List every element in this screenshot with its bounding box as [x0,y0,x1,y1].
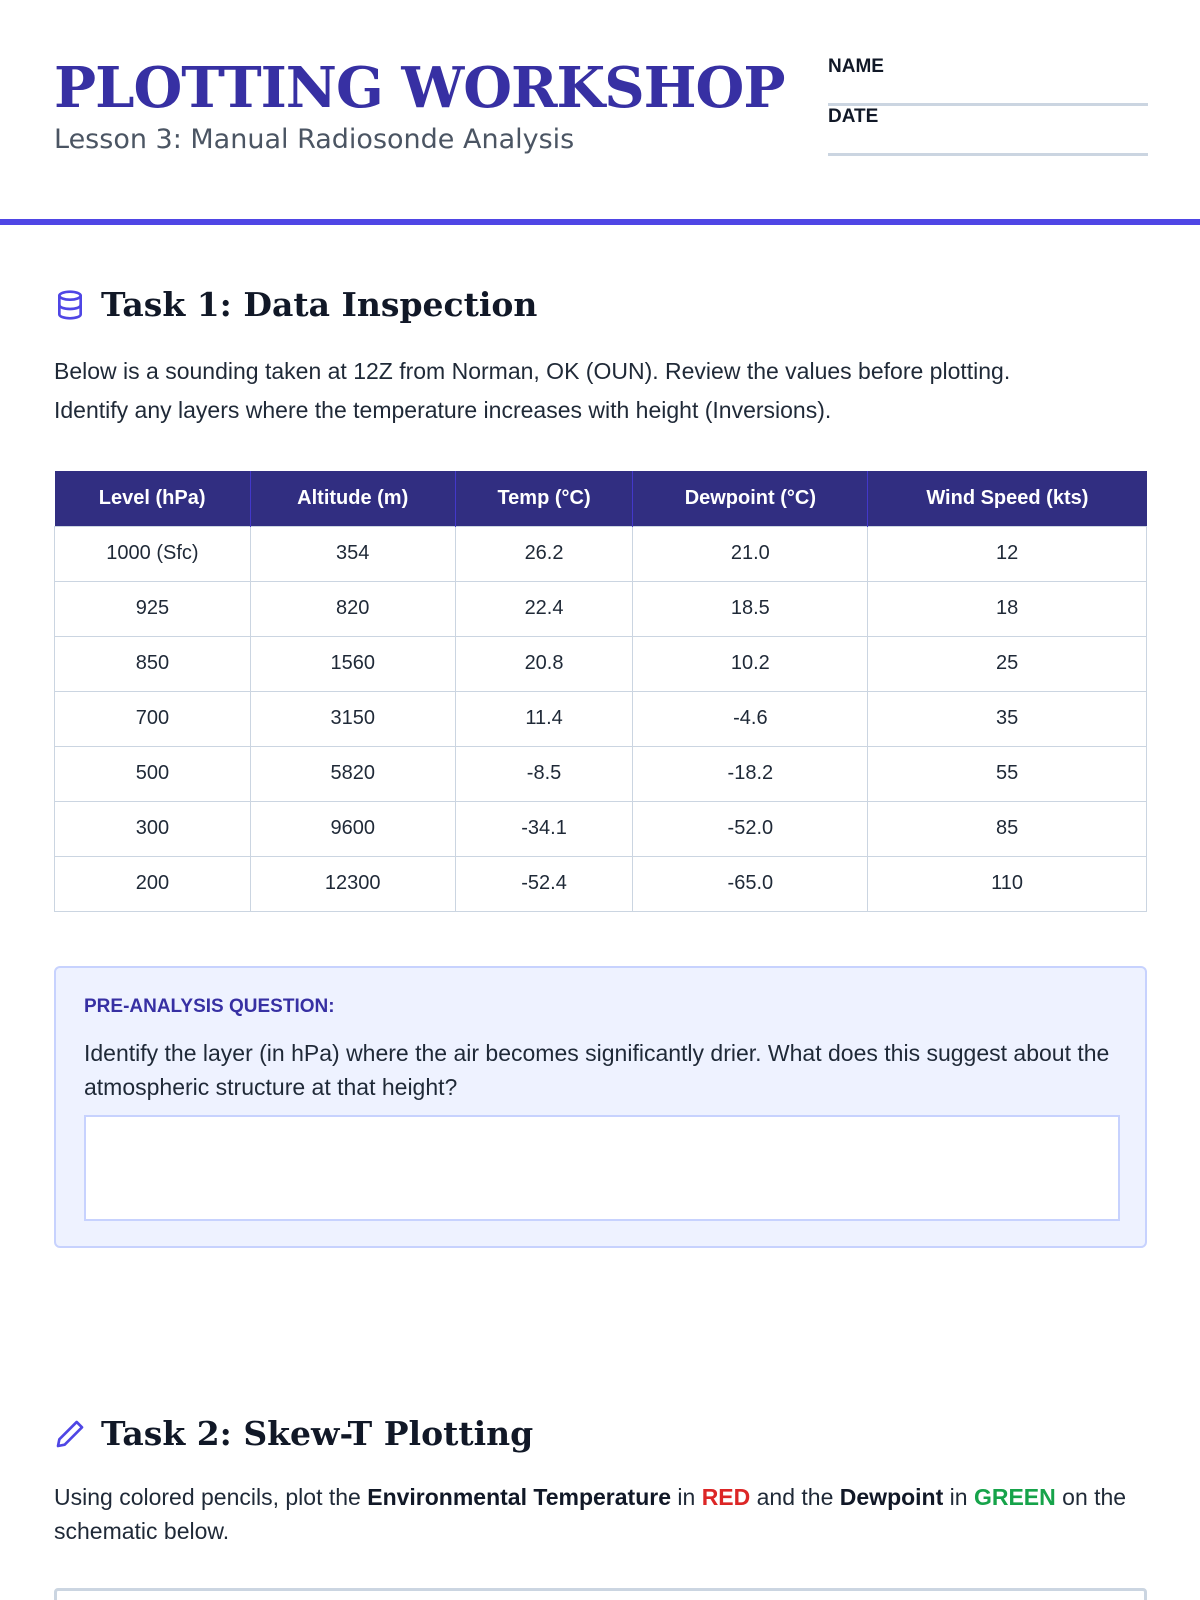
cell-wind: 85 [868,801,1147,856]
cell-level: 700 [55,691,251,746]
cell-temp: 20.8 [455,636,633,691]
pencil-icon [54,1418,86,1450]
cell-temp: -52.4 [455,856,633,911]
sounding-table [54,471,1147,912]
cell-level: 850 [55,636,251,691]
cell-temp: -8.5 [455,746,633,801]
task2-text-5: on the schematic below. [54,1484,1127,1544]
red-color-word: RED [701,1484,751,1510]
cell-altitude: 12300 [250,856,455,911]
table-header-row [55,471,1147,526]
green-color-word: GREEN [973,1484,1056,1510]
cell-dewpoint: 21.0 [633,526,868,581]
cell-altitude: 820 [250,581,455,636]
col-temp-header: Temp (°C) [455,471,633,526]
name-field[interactable] [828,56,1148,106]
table-row [55,636,1147,691]
cell-wind: 110 [868,856,1147,911]
cell-altitude: 354 [250,526,455,581]
table-row [55,746,1147,801]
col-dewpoint-header: Dewpoint (°C) [633,471,868,526]
cell-altitude: 9600 [250,801,455,856]
table-row [55,581,1147,636]
cell-dewpoint: -52.0 [633,801,868,856]
cell-wind: 12 [868,526,1147,581]
table-row [55,691,1147,746]
cell-level: 1000 (Sfc) [55,526,251,581]
task2-text-3: and the [750,1484,840,1510]
task2-text-4: in [943,1484,974,1510]
cell-level: 300 [55,801,251,856]
question-text: Identify the layer (in hPa) where the air becomes significantly drier. What does this suggest about the atmospheric structure at that height? [84,1040,1110,1100]
task1-title: Task 1: Data Inspection [101,285,538,324]
task2-text-1: Using colored pencils, plot the [54,1484,368,1510]
cell-level: 925 [55,581,251,636]
task2-title: Task 2: Skew-T Plotting [101,1414,534,1453]
col-altitude-header: Altitude (m) [250,471,455,526]
cell-wind: 18 [868,581,1147,636]
cell-dewpoint: -18.2 [633,746,868,801]
cell-dewpoint: -4.6 [633,691,868,746]
task1-heading [54,285,537,324]
cell-temp: 26.2 [455,526,633,581]
task1-instructions [54,352,1146,430]
header-divider [0,219,1200,225]
task2-text-2: in [671,1484,702,1510]
answer-field[interactable] [84,1115,1120,1221]
date-label: DATE [828,106,879,127]
page-subtitle: Lesson 3: Manual Radiosonde Analysis [54,124,575,155]
question-label: PRE-ANALYSIS QUESTION: [84,996,335,1017]
pre-analysis-question-box [54,966,1147,1248]
dewpoint-term: Dewpoint [839,1484,944,1510]
task1-line-1: Below is a sounding taken at 12Z from Norman, OK (OUN). Review the values before plotting. [54,358,1011,384]
col-level-header: Level (hPa) [55,471,251,526]
cell-altitude: 1560 [250,636,455,691]
cell-wind: 55 [868,746,1147,801]
cell-temp: 11.4 [455,691,633,746]
cell-temp: 22.4 [455,581,633,636]
database-icon [54,289,86,321]
cell-altitude: 3150 [250,691,455,746]
cell-wind: 25 [868,636,1147,691]
skew-t-schematic-frame [54,1588,1147,1600]
env-temp-term: Environmental Temperature [367,1484,671,1510]
task1-line-2: Identify any layers where the temperature increases with height (Inversions). [54,397,832,423]
student-fields [828,56,1148,156]
page-title: PLOTTING WORKSHOP [54,55,785,121]
cell-wind: 35 [868,691,1147,746]
task2-heading [54,1414,533,1453]
cell-level: 200 [55,856,251,911]
table-row [55,526,1147,581]
cell-dewpoint: 10.2 [633,636,868,691]
task2-instructions [54,1480,1146,1548]
table-row [55,856,1147,911]
table-row [55,801,1147,856]
name-label: NAME [828,56,884,77]
date-field[interactable] [828,106,1148,156]
cell-dewpoint: -65.0 [633,856,868,911]
cell-temp: -34.1 [455,801,633,856]
cell-dewpoint: 18.5 [633,581,868,636]
cell-level: 500 [55,746,251,801]
col-wind-header: Wind Speed (kts) [868,471,1147,526]
cell-altitude: 5820 [250,746,455,801]
